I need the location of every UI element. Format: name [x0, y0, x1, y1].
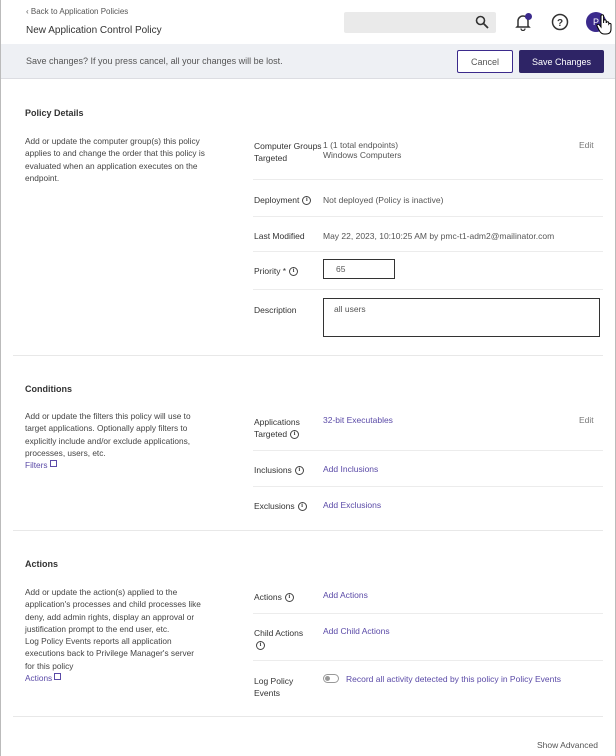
divider: [253, 216, 603, 217]
divider: [253, 613, 603, 614]
top-header: [1, 0, 615, 44]
page-title: New Application Control Policy: [26, 25, 162, 36]
divider: [253, 289, 603, 290]
priority-input[interactable]: [323, 259, 395, 279]
log-policy-events-label: Log Policy Events: [254, 676, 294, 698]
inclusions-label: Inclusions i: [254, 464, 304, 476]
add-child-actions-link[interactable]: Add Child Actions: [323, 626, 390, 636]
search-input[interactable]: [344, 12, 496, 33]
back-link[interactable]: ‹ Back to Application Policies: [26, 7, 129, 16]
priority-label: Priority * i: [254, 265, 298, 277]
section-divider: [13, 716, 603, 717]
description-label: Description: [254, 305, 297, 315]
policy-details-description: Add or update the computer group(s) this policy applies to and change the order that this policy is evaluated when an application executes on the endpoint.: [25, 136, 205, 183]
hand-cursor-icon: [596, 14, 612, 41]
unsaved-changes-banner: [1, 44, 615, 79]
divider: [253, 660, 603, 661]
deployment-label: Deployment i: [254, 194, 311, 206]
actions-title: Actions: [25, 559, 59, 569]
info-icon[interactable]: i: [289, 267, 298, 276]
info-icon[interactable]: i: [256, 641, 265, 650]
policy-details-title: Policy Details: [25, 108, 84, 118]
add-inclusions-link[interactable]: Add Inclusions: [323, 464, 379, 474]
add-actions-link[interactable]: Add Actions: [323, 590, 368, 600]
banner-message: Save changes? If you press cancel, all your changes will be lost.: [26, 56, 283, 66]
section-divider: [13, 355, 603, 356]
divider: [253, 486, 603, 487]
divider: [253, 251, 603, 252]
section-divider: [13, 530, 603, 531]
computer-groups-count: 1 (1 total endpoints): [323, 140, 399, 150]
info-icon[interactable]: i: [285, 593, 294, 602]
user-avatar[interactable]: P: [586, 12, 606, 32]
conditions-description: Add or update the filters this policy will use to target applications. Optionally apply filters to explicitly include and/or exclude applications, processes, users, etc. Filters: [25, 411, 191, 471]
applications-targeted-value[interactable]: 32-bit Executables: [323, 415, 393, 425]
conditions-title: Conditions: [25, 384, 72, 394]
info-icon[interactable]: i: [290, 430, 299, 439]
notifications-bell-icon[interactable]: [514, 13, 532, 36]
show-advanced-link[interactable]: Show Advanced: [537, 740, 598, 750]
deployment-value: Not deployed (Policy is inactive): [323, 195, 444, 205]
applications-targeted-label: Applications Targeted i: [254, 417, 300, 439]
divider: [253, 179, 603, 180]
log-policy-events-toggle[interactable]: [323, 674, 339, 683]
add-exclusions-link[interactable]: Add Exclusions: [323, 500, 382, 510]
svg-text:?: ?: [556, 18, 564, 29]
external-link-icon: [54, 673, 61, 680]
child-actions-label: Child Actions i: [254, 628, 304, 649]
divider: [253, 450, 603, 451]
computer-groups-name: Windows Computers: [323, 150, 402, 160]
computer-groups-label: Computer Groups Targeted: [254, 141, 322, 163]
actions-description: Add or update the action(s) applied to the application's processes and child processes like deny, add admin rights, display an approval or justification prompt to the end user, etc. Log Policy Events reports all application executions back to Privilege Manager's server for this policy Actions: [25, 587, 201, 684]
actions-link[interactable]: Actions: [25, 673, 61, 683]
save-changes-button[interactable]: Save Changes: [519, 50, 604, 73]
filters-link[interactable]: Filters: [25, 460, 57, 470]
last-modified-label: Last Modified: [254, 231, 305, 241]
description-textarea[interactable]: [323, 298, 600, 337]
last-modified-value: May 22, 2023, 10:10:25 AM by pmc-t1-adm2@mailinator.com: [323, 231, 555, 241]
help-icon[interactable]: [551, 13, 569, 36]
actions-label: Actions i: [254, 591, 294, 603]
info-icon[interactable]: i: [302, 196, 311, 205]
log-policy-events-description: Record all activity detected by this policy in Policy Events: [346, 674, 561, 684]
info-icon[interactable]: i: [298, 502, 307, 511]
edit-applications-button[interactable]: Edit: [579, 415, 594, 425]
cancel-button[interactable]: Cancel: [457, 50, 513, 73]
search-icon[interactable]: [475, 15, 489, 29]
edit-computer-groups-button[interactable]: Edit: [579, 140, 594, 150]
exclusions-label: Exclusions i: [254, 500, 307, 512]
info-icon[interactable]: i: [295, 466, 304, 475]
notification-badge: [525, 13, 532, 20]
external-link-icon: [50, 460, 57, 467]
